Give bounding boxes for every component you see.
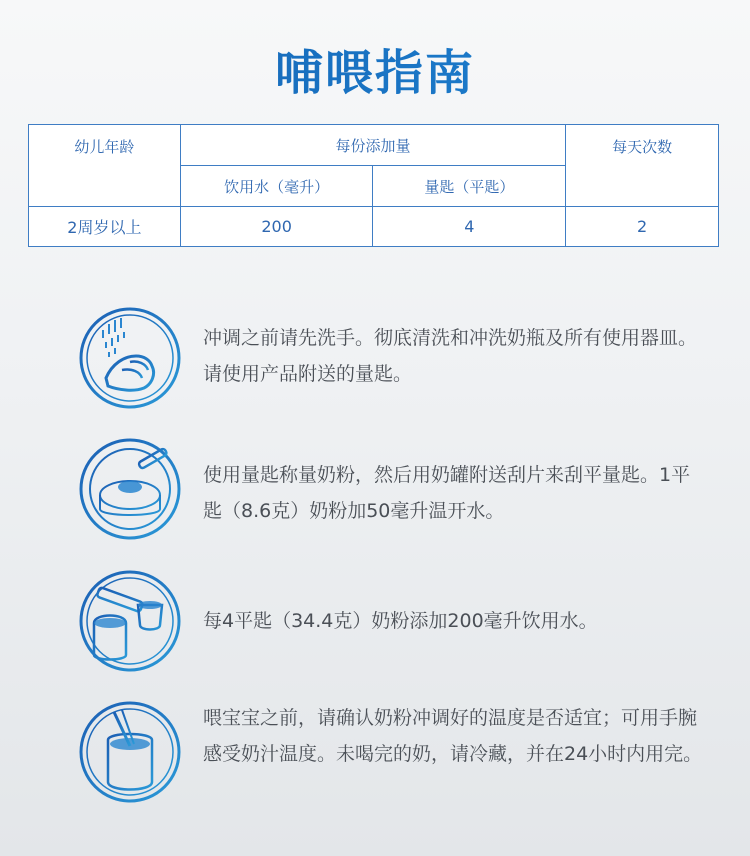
- cell-water: 200: [180, 207, 373, 247]
- page-title: 哺喂指南: [0, 34, 750, 103]
- header-times-per-day: 每天次数: [566, 125, 719, 207]
- header-scoop: 量匙（平匙）: [373, 166, 566, 207]
- feeding-table: [28, 124, 719, 247]
- cell-age: 2周岁以上: [29, 207, 181, 247]
- scoop-leveling-icon: [78, 437, 182, 541]
- header-water: 饮用水（毫升）: [180, 166, 373, 207]
- cell-times: 2: [566, 207, 719, 247]
- washing-hands-icon: [78, 306, 182, 410]
- header-per-serving: 每份添加量: [180, 125, 565, 166]
- stirring-bottle-icon: [78, 700, 182, 804]
- step-2-text: 使用量匙称量奶粉，然后用奶罐附送刮片来刮平量匙。1平匙（8.6克）奶粉加50毫升温开水。: [203, 464, 691, 522]
- cell-scoop: 4: [373, 207, 566, 247]
- table-row: [29, 207, 719, 247]
- step-1-text: 冲调之前请先洗手。彻底清洗和冲洗奶瓶及所有使用器皿。请使用产品附送的量匙。: [203, 327, 698, 385]
- bottle-and-cup-icon: [78, 569, 182, 673]
- step-3-text: 每4平匙（34.4克）奶粉添加200毫升饮用水。: [203, 610, 598, 632]
- step-4-text: 喂宝宝之前，请确认奶粉冲调好的温度是否适宜；可用手腕感受奶汁温度。未喝完的奶，请冷藏，并在24小时内用完。: [203, 707, 703, 765]
- header-age: 幼儿年龄: [29, 125, 181, 207]
